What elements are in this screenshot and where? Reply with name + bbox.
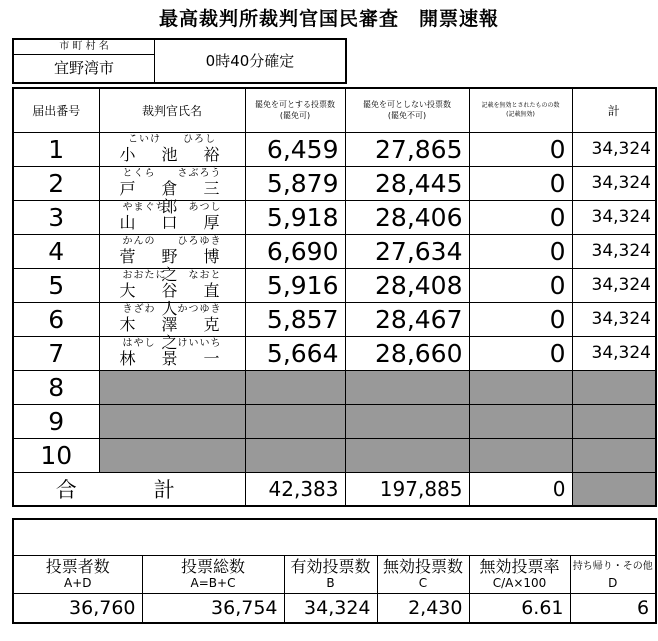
kana-gap <box>161 134 183 145</box>
totals-label: 合 計 <box>13 472 245 506</box>
results-table <box>12 87 657 507</box>
empty-row-number: 9 <box>13 404 99 438</box>
empty-row-cell <box>99 370 245 404</box>
judge-name-cell <box>99 336 245 370</box>
empty-row-cell <box>99 438 245 472</box>
summary-header-formula: A=B+C <box>190 576 236 590</box>
judge-name-given: 克 之 <box>161 314 246 352</box>
summary-value: 36,754 <box>142 593 284 623</box>
summary-header-title: 投票総数 <box>180 557 245 576</box>
judge-kana-family: とくら <box>122 167 156 179</box>
judge-name-kana <box>100 202 245 213</box>
judge-name-family: 菅 野 <box>119 246 183 266</box>
judge-name-kana <box>100 304 245 315</box>
summary-header <box>570 555 656 593</box>
judge-name-cell <box>99 200 245 234</box>
judge-name-kana <box>100 168 245 179</box>
votes-dismiss-no: 28,406 <box>345 200 469 234</box>
summary-header-formula: C <box>418 576 428 590</box>
judge-name-kanji <box>100 146 245 164</box>
votes-dismiss-yes: 5,664 <box>245 336 345 370</box>
summary-value: 2,430 <box>377 593 469 623</box>
kana-gap <box>156 338 178 349</box>
judge-name-given: 厚 <box>203 212 225 232</box>
name-gap <box>182 145 203 164</box>
name-gap <box>182 315 203 334</box>
summary-header-formula: B <box>326 576 335 590</box>
header-dismiss-yes-line2: (罷免可) <box>279 111 311 121</box>
judge-name-given: 裕 <box>203 144 225 164</box>
summary-header-title: 無効投票率 <box>479 557 560 576</box>
summary-header <box>377 555 469 593</box>
empty-row-cell <box>572 404 656 438</box>
kana-gap <box>156 168 178 179</box>
judge-name-family: 大 谷 <box>119 280 183 300</box>
judge-kana-given: さぶろう <box>177 167 222 179</box>
header-dismiss-yes <box>245 88 345 132</box>
empty-row-cell <box>345 404 469 438</box>
name-gap <box>182 247 203 266</box>
judge-name-given: 景 一 <box>161 348 225 368</box>
votes-dismiss-no: 28,408 <box>345 268 469 302</box>
judge-row <box>13 302 656 336</box>
empty-row-cell <box>572 438 656 472</box>
votes-dismiss-yes: 5,918 <box>245 200 345 234</box>
judge-name-given: 博 之 <box>161 246 246 284</box>
totals-yes: 42,383 <box>245 472 345 506</box>
kana-gap <box>156 236 178 247</box>
judge-row <box>13 132 656 166</box>
judge-number: 7 <box>13 336 99 370</box>
judge-number: 2 <box>13 166 99 200</box>
votes-dismiss-no: 28,467 <box>345 302 469 336</box>
judge-name-kana <box>100 338 245 349</box>
judge-row <box>13 268 656 302</box>
votes-dismiss-yes: 5,916 <box>245 268 345 302</box>
summary-value: 6 <box>570 593 656 623</box>
judge-kana-family: やまぐち <box>122 201 167 213</box>
judge-name-given: 直 人 <box>161 280 246 318</box>
judge-kana-family: はやし <box>122 337 156 349</box>
header-total: 計 <box>572 88 656 132</box>
totals-invalid: 0 <box>469 472 572 506</box>
votes-dismiss-no: 28,445 <box>345 166 469 200</box>
judge-kana-family: かんの <box>122 235 156 247</box>
summary-header-title: 持ち帰り・その他 <box>572 561 653 572</box>
summary-header <box>13 555 142 593</box>
empty-row-cell <box>345 370 469 404</box>
votes-total: 34,324 <box>572 268 656 302</box>
empty-row-cell <box>245 438 345 472</box>
judge-kana-given: ひろし <box>183 133 216 145</box>
judge-row <box>13 166 656 200</box>
municipality-label: 市 町 村 名 <box>14 40 155 55</box>
judge-kana-given: なおと <box>188 269 222 281</box>
empty-row-cell <box>572 370 656 404</box>
judge-name-family: 小 池 <box>119 144 183 164</box>
empty-row <box>13 404 656 438</box>
summary-header <box>142 555 284 593</box>
header-invalid-line2: (記載無効) <box>506 111 535 119</box>
kana-gap <box>167 202 189 213</box>
judge-name-given: 三 郎 <box>161 178 246 216</box>
judge-kana-given: かつゆき <box>177 303 222 315</box>
name-gap <box>140 349 161 368</box>
name-gap <box>182 179 203 198</box>
empty-row-cell <box>469 438 572 472</box>
judge-kana-given: ひろゆき <box>177 235 222 247</box>
count-status: 0時40分確定 <box>205 52 295 70</box>
judge-number: 5 <box>13 268 99 302</box>
votes-dismiss-yes: 6,459 <box>245 132 345 166</box>
votes-dismiss-no: 28,660 <box>345 336 469 370</box>
votes-total: 34,324 <box>572 200 656 234</box>
summary-value: 34,324 <box>284 593 377 623</box>
empty-row-cell <box>469 404 572 438</box>
judge-name-family: 戸 倉 <box>119 178 183 198</box>
judge-row <box>13 336 656 370</box>
header-number: 届出番号 <box>13 88 99 132</box>
judge-name-kana <box>100 134 245 145</box>
votes-total: 34,324 <box>572 302 656 336</box>
votes-total: 34,324 <box>572 234 656 268</box>
votes-total: 34,324 <box>572 132 656 166</box>
header-invalid <box>469 88 572 132</box>
judge-number: 3 <box>13 200 99 234</box>
votes-total: 34,324 <box>572 166 656 200</box>
header-dismiss-no <box>345 88 469 132</box>
judge-kana-given: けいいち <box>177 337 222 349</box>
judge-number: 6 <box>13 302 99 336</box>
empty-row <box>13 438 656 472</box>
summary-header-formula: D <box>608 576 618 590</box>
kana-gap <box>156 304 178 315</box>
summary-spacer <box>13 519 656 555</box>
judge-name-kanji <box>100 214 245 232</box>
empty-row <box>13 370 656 404</box>
judge-kana-given: あつし <box>188 201 222 213</box>
municipality-name: 宜野湾市 <box>14 55 155 82</box>
judge-number: 4 <box>13 234 99 268</box>
judge-kana-family: きざわ <box>122 303 156 315</box>
votes-invalid: 0 <box>469 234 572 268</box>
votes-invalid: 0 <box>469 268 572 302</box>
header-name: 裁判官氏名 <box>99 88 245 132</box>
judge-name-kanji <box>100 350 245 368</box>
empty-row-number: 10 <box>13 438 99 472</box>
summary-value: 36,760 <box>13 593 142 623</box>
votes-dismiss-no: 27,634 <box>345 234 469 268</box>
votes-invalid: 0 <box>469 302 572 336</box>
totals-blank-cell <box>572 472 656 506</box>
name-gap <box>182 213 203 232</box>
votes-dismiss-no: 27,865 <box>345 132 469 166</box>
judge-kana-family: おおたに <box>122 269 167 281</box>
judge-number: 1 <box>13 132 99 166</box>
judge-name-kana <box>100 236 245 247</box>
judge-name-family: 山 口 <box>119 212 183 232</box>
summary-header-title: 投票者数 <box>45 557 110 576</box>
votes-total: 34,324 <box>572 336 656 370</box>
summary-value: 6.61 <box>469 593 570 623</box>
judge-kana-family: こいけ <box>128 133 161 145</box>
summary-header-title: 有効投票数 <box>290 557 371 576</box>
votes-dismiss-yes: 5,857 <box>245 302 345 336</box>
empty-row-cell <box>345 438 469 472</box>
summary-header-formula: A+D <box>63 576 92 590</box>
empty-row-cell <box>245 404 345 438</box>
judge-name-family: 木 澤 <box>119 314 183 334</box>
summary-header <box>469 555 570 593</box>
header-dismiss-yes-line1: 罷免を可とする投票数 <box>255 100 335 110</box>
empty-row-cell <box>245 370 345 404</box>
name-gap <box>182 281 203 300</box>
page-title: 最高裁判所裁判官国民審査 開票速報 <box>158 8 499 30</box>
empty-row-number: 8 <box>13 370 99 404</box>
empty-row-cell <box>99 404 245 438</box>
header-dismiss-no-line1: 罷免を可としない投票数 <box>363 100 451 110</box>
votes-invalid: 0 <box>469 132 572 166</box>
summary-header <box>284 555 377 593</box>
header-dismiss-no-line2: (罷免不可) <box>387 111 427 121</box>
votes-invalid: 0 <box>469 336 572 370</box>
judge-row <box>13 234 656 268</box>
totals-no: 197,885 <box>345 472 469 506</box>
judge-name-cell <box>99 132 245 166</box>
judge-name-family: 林 <box>119 348 141 368</box>
summary-header-formula: C/A×100 <box>492 576 547 590</box>
judge-row <box>13 200 656 234</box>
votes-invalid: 0 <box>469 166 572 200</box>
votes-dismiss-yes: 6,690 <box>245 234 345 268</box>
summary-header-title: 無効投票数 <box>382 557 463 576</box>
kana-gap <box>167 270 189 281</box>
judge-name-kana <box>100 270 245 281</box>
summary-table <box>12 518 657 624</box>
municipality-header <box>12 38 347 84</box>
votes-invalid: 0 <box>469 200 572 234</box>
votes-dismiss-yes: 5,879 <box>245 166 345 200</box>
header-invalid-line1: 記載を無効とされたものの数 <box>481 102 560 110</box>
empty-row-cell <box>469 370 572 404</box>
